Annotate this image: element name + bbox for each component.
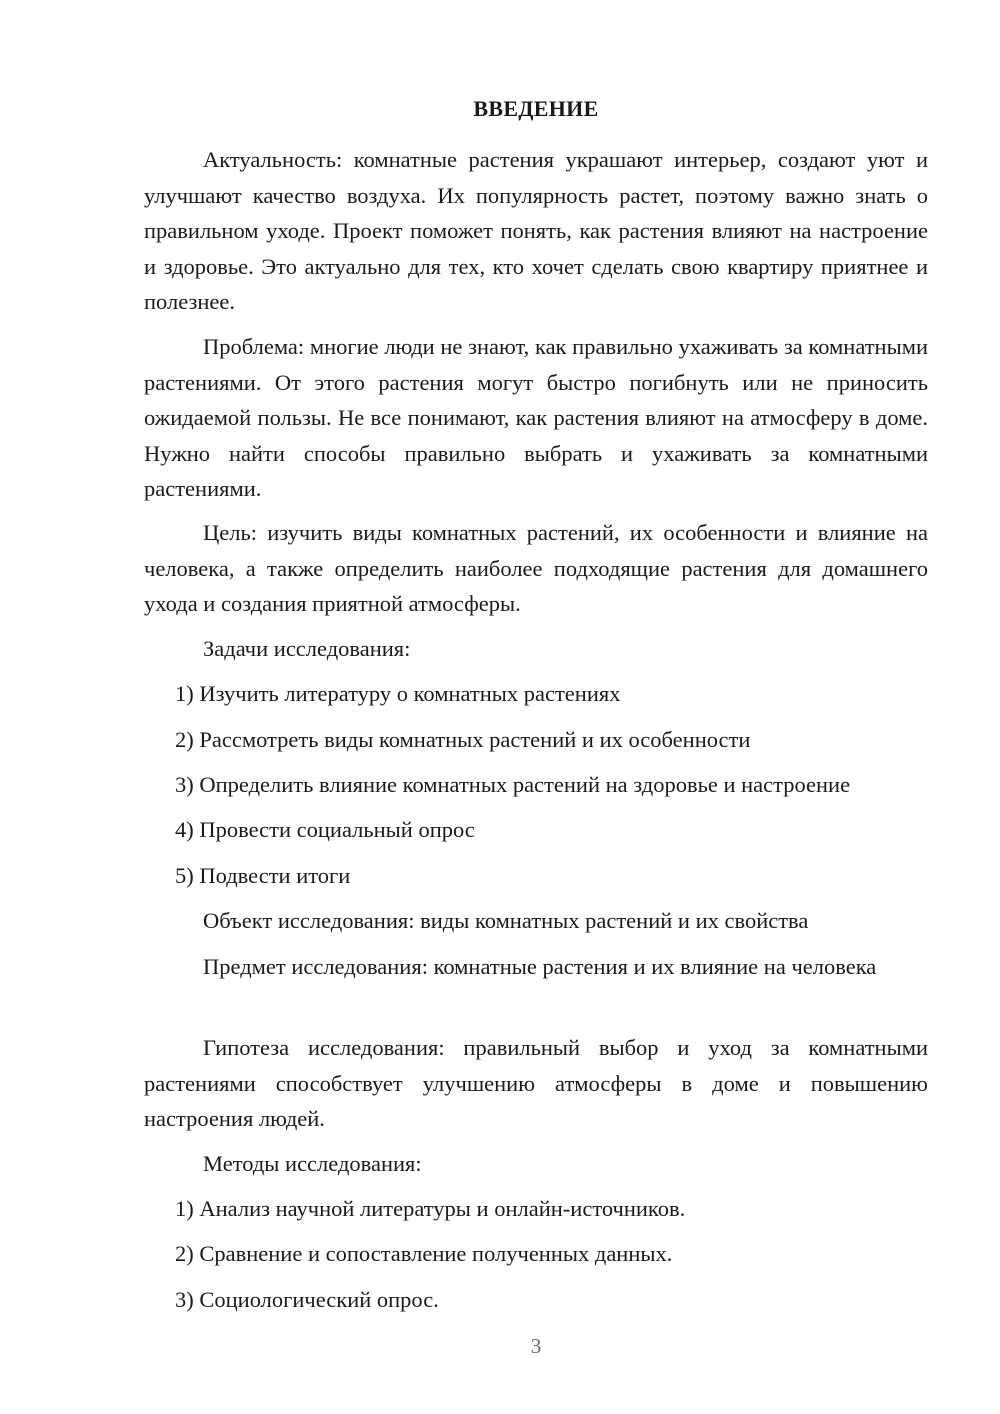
relevance-paragraph: Актуальность: комнатные растения украшают интерьер, создают уют и улучшают качество воздуха. Их популярность растет, поэтому важно знать о правильном уходе. Проект поможет понять, как растения влияют на настроение и здоровье. Это актуально для тех, кто хочет сделать свою квартиру приятнее и полезнее.: [144, 147, 928, 314]
method-item: 2) Сравнение и сопоставление полученных данных.: [175, 1241, 673, 1266]
methods-heading: Методы исследования:: [203, 1151, 422, 1176]
page-number: 3: [530, 1334, 542, 1358]
method-item: 3) Социологический опрос.: [175, 1287, 439, 1312]
subject-paragraph: Предмет исследования: комнатные растения и их влияние на человека: [203, 954, 877, 979]
goal-paragraph: Цель: изучить виды комнатных растений, их особенности и влияние на человека, а также определить наиболее подходящие растения для домашнего ухода и создания приятной атмосферы.: [144, 520, 928, 616]
tasks-heading: Задачи исследования:: [203, 636, 411, 661]
task-item: 3) Определить влияние комнатных растений на здоровье и настроение: [175, 772, 851, 797]
object-paragraph: Объект исследования: виды комнатных растений и их свойства: [203, 908, 809, 933]
method-item: 1) Анализ научной литературы и онлайн-источников.: [175, 1196, 686, 1221]
section-title: ВВЕДЕНИЕ: [473, 96, 599, 121]
task-item: 4) Провести социальный опрос: [175, 817, 475, 842]
hypothesis-paragraph: Гипотеза исследования: правильный выбор и уход за комнатными растениями способствует улучшению атмосферы в доме и повышению настроения людей.: [144, 1035, 928, 1131]
task-item: 5) Подвести итоги: [175, 863, 351, 888]
task-item: 1) Изучить литературу о комнатных растениях: [175, 681, 621, 706]
task-item: 2) Рассмотреть виды комнатных растений и их особенности: [175, 727, 751, 752]
problem-paragraph: Проблема: многие люди не знают, как правильно ухаживать за комнатными растениями. От этого растения могут быстро погибнуть или не приносить ожидаемой пользы. Не все понимают, как растения влияют на атмосферу в доме. Нужно найти способы правильно выбрать и ухаживать за комнатными растениями.: [144, 334, 928, 501]
